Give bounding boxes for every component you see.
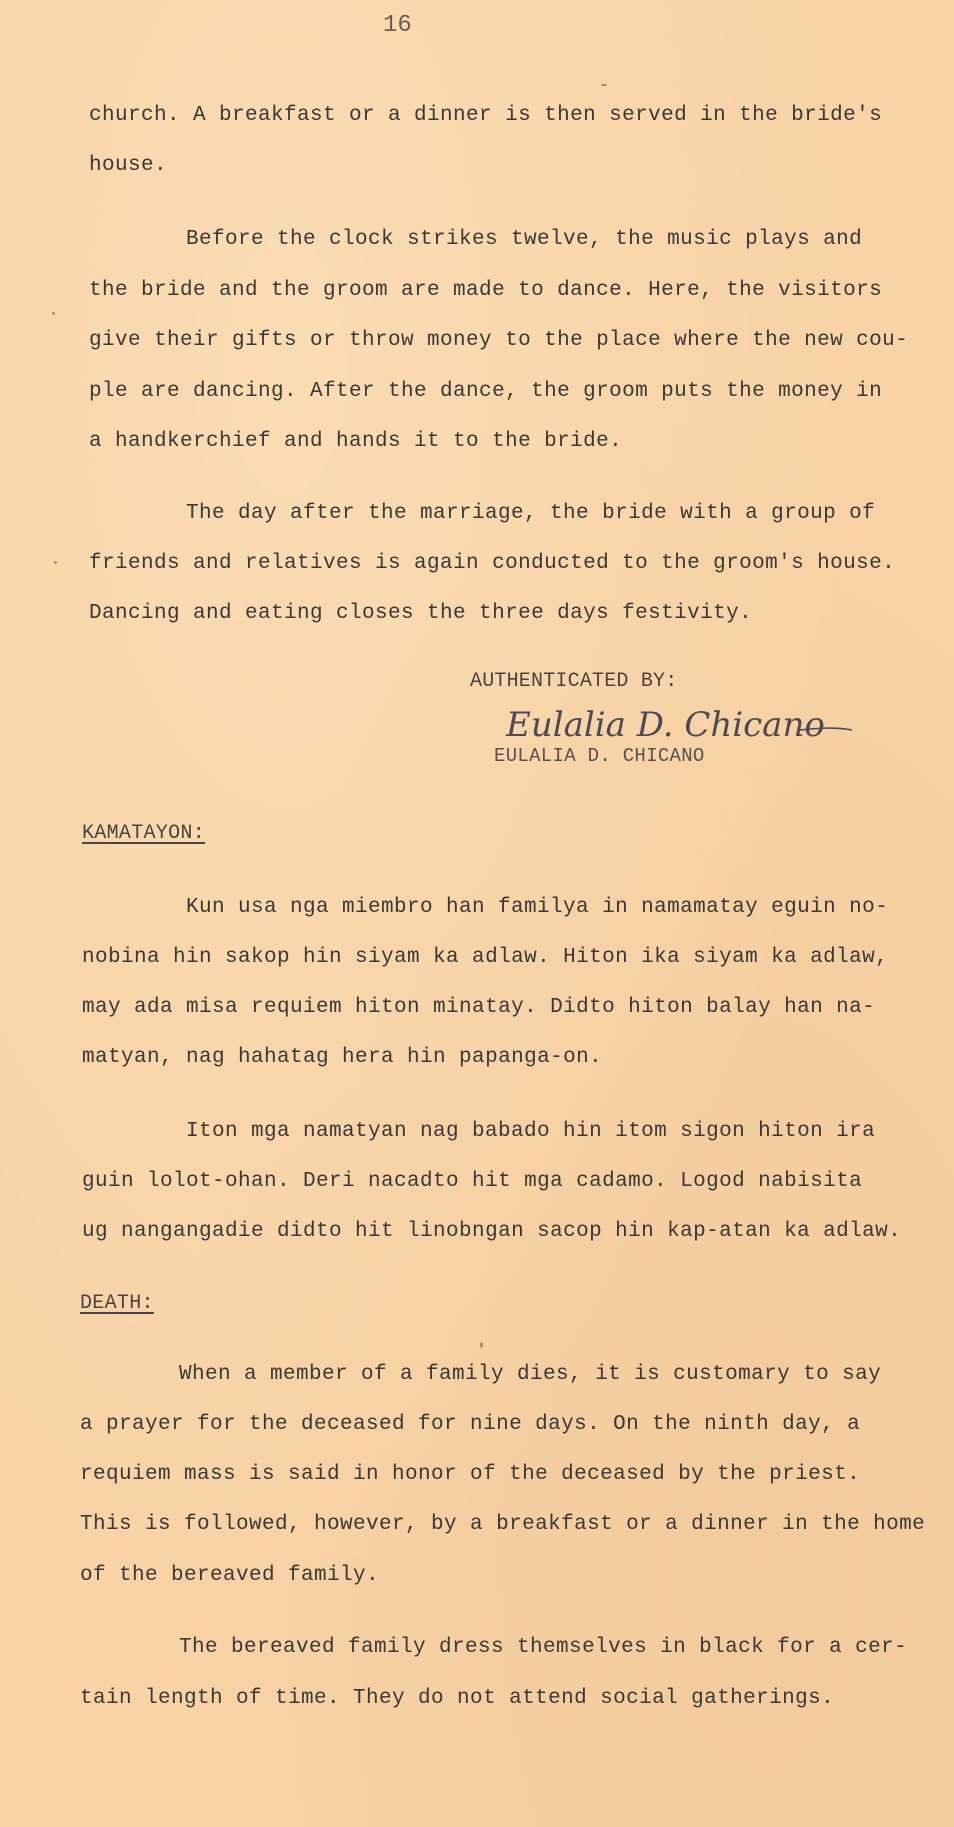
text-line: church. A breakfast or a dinner is then served in the bride's [89, 104, 883, 127]
text-line: may ada misa requiem hiton minatay. Didto hiton balay han na- [82, 996, 876, 1019]
text-line: matyan, nag hahatag hera hin papanga-on. [82, 1046, 603, 1069]
signer-name: EULALIA D. CHICANO [494, 745, 705, 767]
text-line: a prayer for the deceased for nine days. On the ninth day, a [80, 1413, 861, 1436]
text-line: The day after the marriage, the bride with a group of [186, 502, 876, 525]
text-line: Kun usa nga miembro han familya in namamatay eguin no- [186, 896, 889, 919]
signature-text: Eulalia D. Chicano [506, 705, 825, 745]
text-line: The bereaved family dress themselves in black for a cer- [179, 1636, 908, 1659]
text-line: Dancing and eating closes the three days festivity. [89, 602, 753, 625]
text-line: ug nangangadie didto hit linobngan sacop hin kap-atan ka adlaw. [82, 1220, 902, 1243]
text-line: Before the clock strikes twelve, the music plays and [186, 228, 863, 251]
paper-speck [52, 312, 55, 315]
heading-death: DEATH: [80, 1292, 154, 1315]
text-line: nobina hin sakop hin siyam ka adlaw. Hiton ika siyam ka adlaw, [82, 946, 889, 969]
text-line: friends and relatives is again conducted to the groom's house. [89, 552, 896, 575]
text-line: When a member of a family dies, it is customary to say [179, 1363, 882, 1386]
text-line: This is followed, however, by a breakfast or a dinner in the home [80, 1513, 926, 1536]
authentication-label: AUTHENTICATED BY: [470, 670, 678, 693]
paper-speck [54, 561, 57, 564]
paper-speck [601, 84, 607, 86]
paper-speck [480, 1342, 483, 1348]
text-line: give their gifts or throw money to the place where the new cou- [89, 329, 909, 352]
text-line: a handkerchief and hands it to the bride. [89, 430, 623, 453]
text-line: Iton mga namatyan nag babado hin itom sigon hiton ira [186, 1120, 876, 1143]
heading-kamatayon: KAMATAYON: [82, 822, 206, 845]
page-number: 16 [383, 12, 412, 39]
text-line: tain length of time. They do not attend social gatherings. [80, 1687, 835, 1710]
text-line: ple are dancing. After the dance, the groom puts the money in [89, 380, 883, 403]
text-line: of the bereaved family. [80, 1564, 380, 1587]
text-line: guin lolot-ohan. Deri nacadto hit mga cadamo. Logod nabisita [82, 1170, 863, 1193]
text-line: requiem mass is said in honor of the deceased by the priest. [80, 1463, 861, 1486]
text-line: the bride and the groom are made to dance. Here, the visitors [89, 279, 883, 302]
text-line: house. [89, 154, 168, 177]
